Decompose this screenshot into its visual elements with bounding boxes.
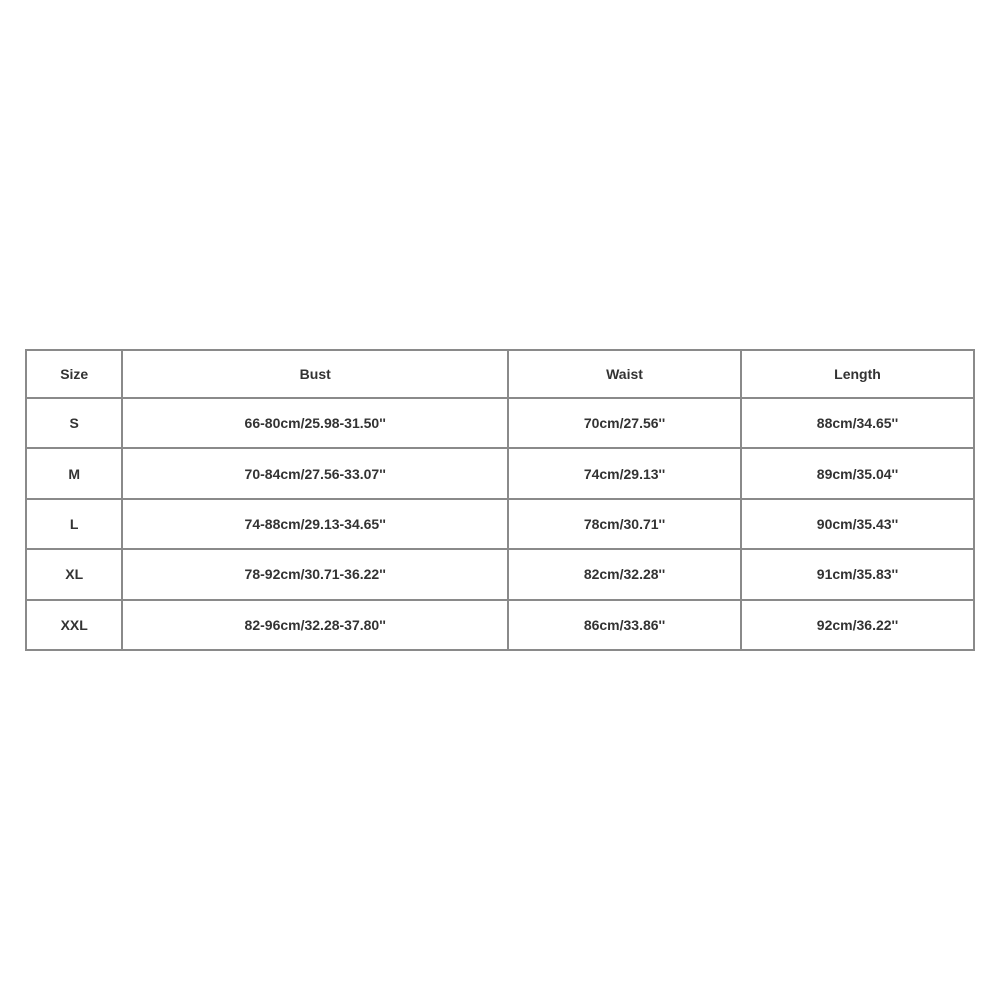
header-size: Size	[26, 350, 122, 398]
table-row	[26, 549, 974, 599]
cell-size: M	[26, 448, 122, 498]
cell-length: 90cm/35.43''	[741, 499, 974, 549]
cell-size: XXL	[26, 600, 122, 650]
table-row	[26, 499, 974, 549]
table-row	[26, 448, 974, 498]
cell-bust: 66-80cm/25.98-31.50''	[122, 398, 508, 448]
table-row	[26, 398, 974, 448]
cell-size: XL	[26, 549, 122, 599]
cell-length: 89cm/35.04''	[741, 448, 974, 498]
cell-length: 92cm/36.22''	[741, 600, 974, 650]
cell-waist: 78cm/30.71''	[508, 499, 741, 549]
size-chart-table	[25, 349, 975, 651]
cell-bust: 78-92cm/30.71-36.22''	[122, 549, 508, 599]
table-header-row	[26, 350, 974, 398]
cell-waist: 74cm/29.13''	[508, 448, 741, 498]
header-length: Length	[741, 350, 974, 398]
header-bust: Bust	[122, 350, 508, 398]
table-row	[26, 600, 974, 650]
cell-waist: 82cm/32.28''	[508, 549, 741, 599]
cell-waist: 86cm/33.86''	[508, 600, 741, 650]
header-waist: Waist	[508, 350, 741, 398]
cell-waist: 70cm/27.56''	[508, 398, 741, 448]
cell-length: 91cm/35.83''	[741, 549, 974, 599]
cell-bust: 70-84cm/27.56-33.07''	[122, 448, 508, 498]
cell-length: 88cm/34.65''	[741, 398, 974, 448]
cell-bust: 82-96cm/32.28-37.80''	[122, 600, 508, 650]
cell-bust: 74-88cm/29.13-34.65''	[122, 499, 508, 549]
cell-size: S	[26, 398, 122, 448]
cell-size: L	[26, 499, 122, 549]
